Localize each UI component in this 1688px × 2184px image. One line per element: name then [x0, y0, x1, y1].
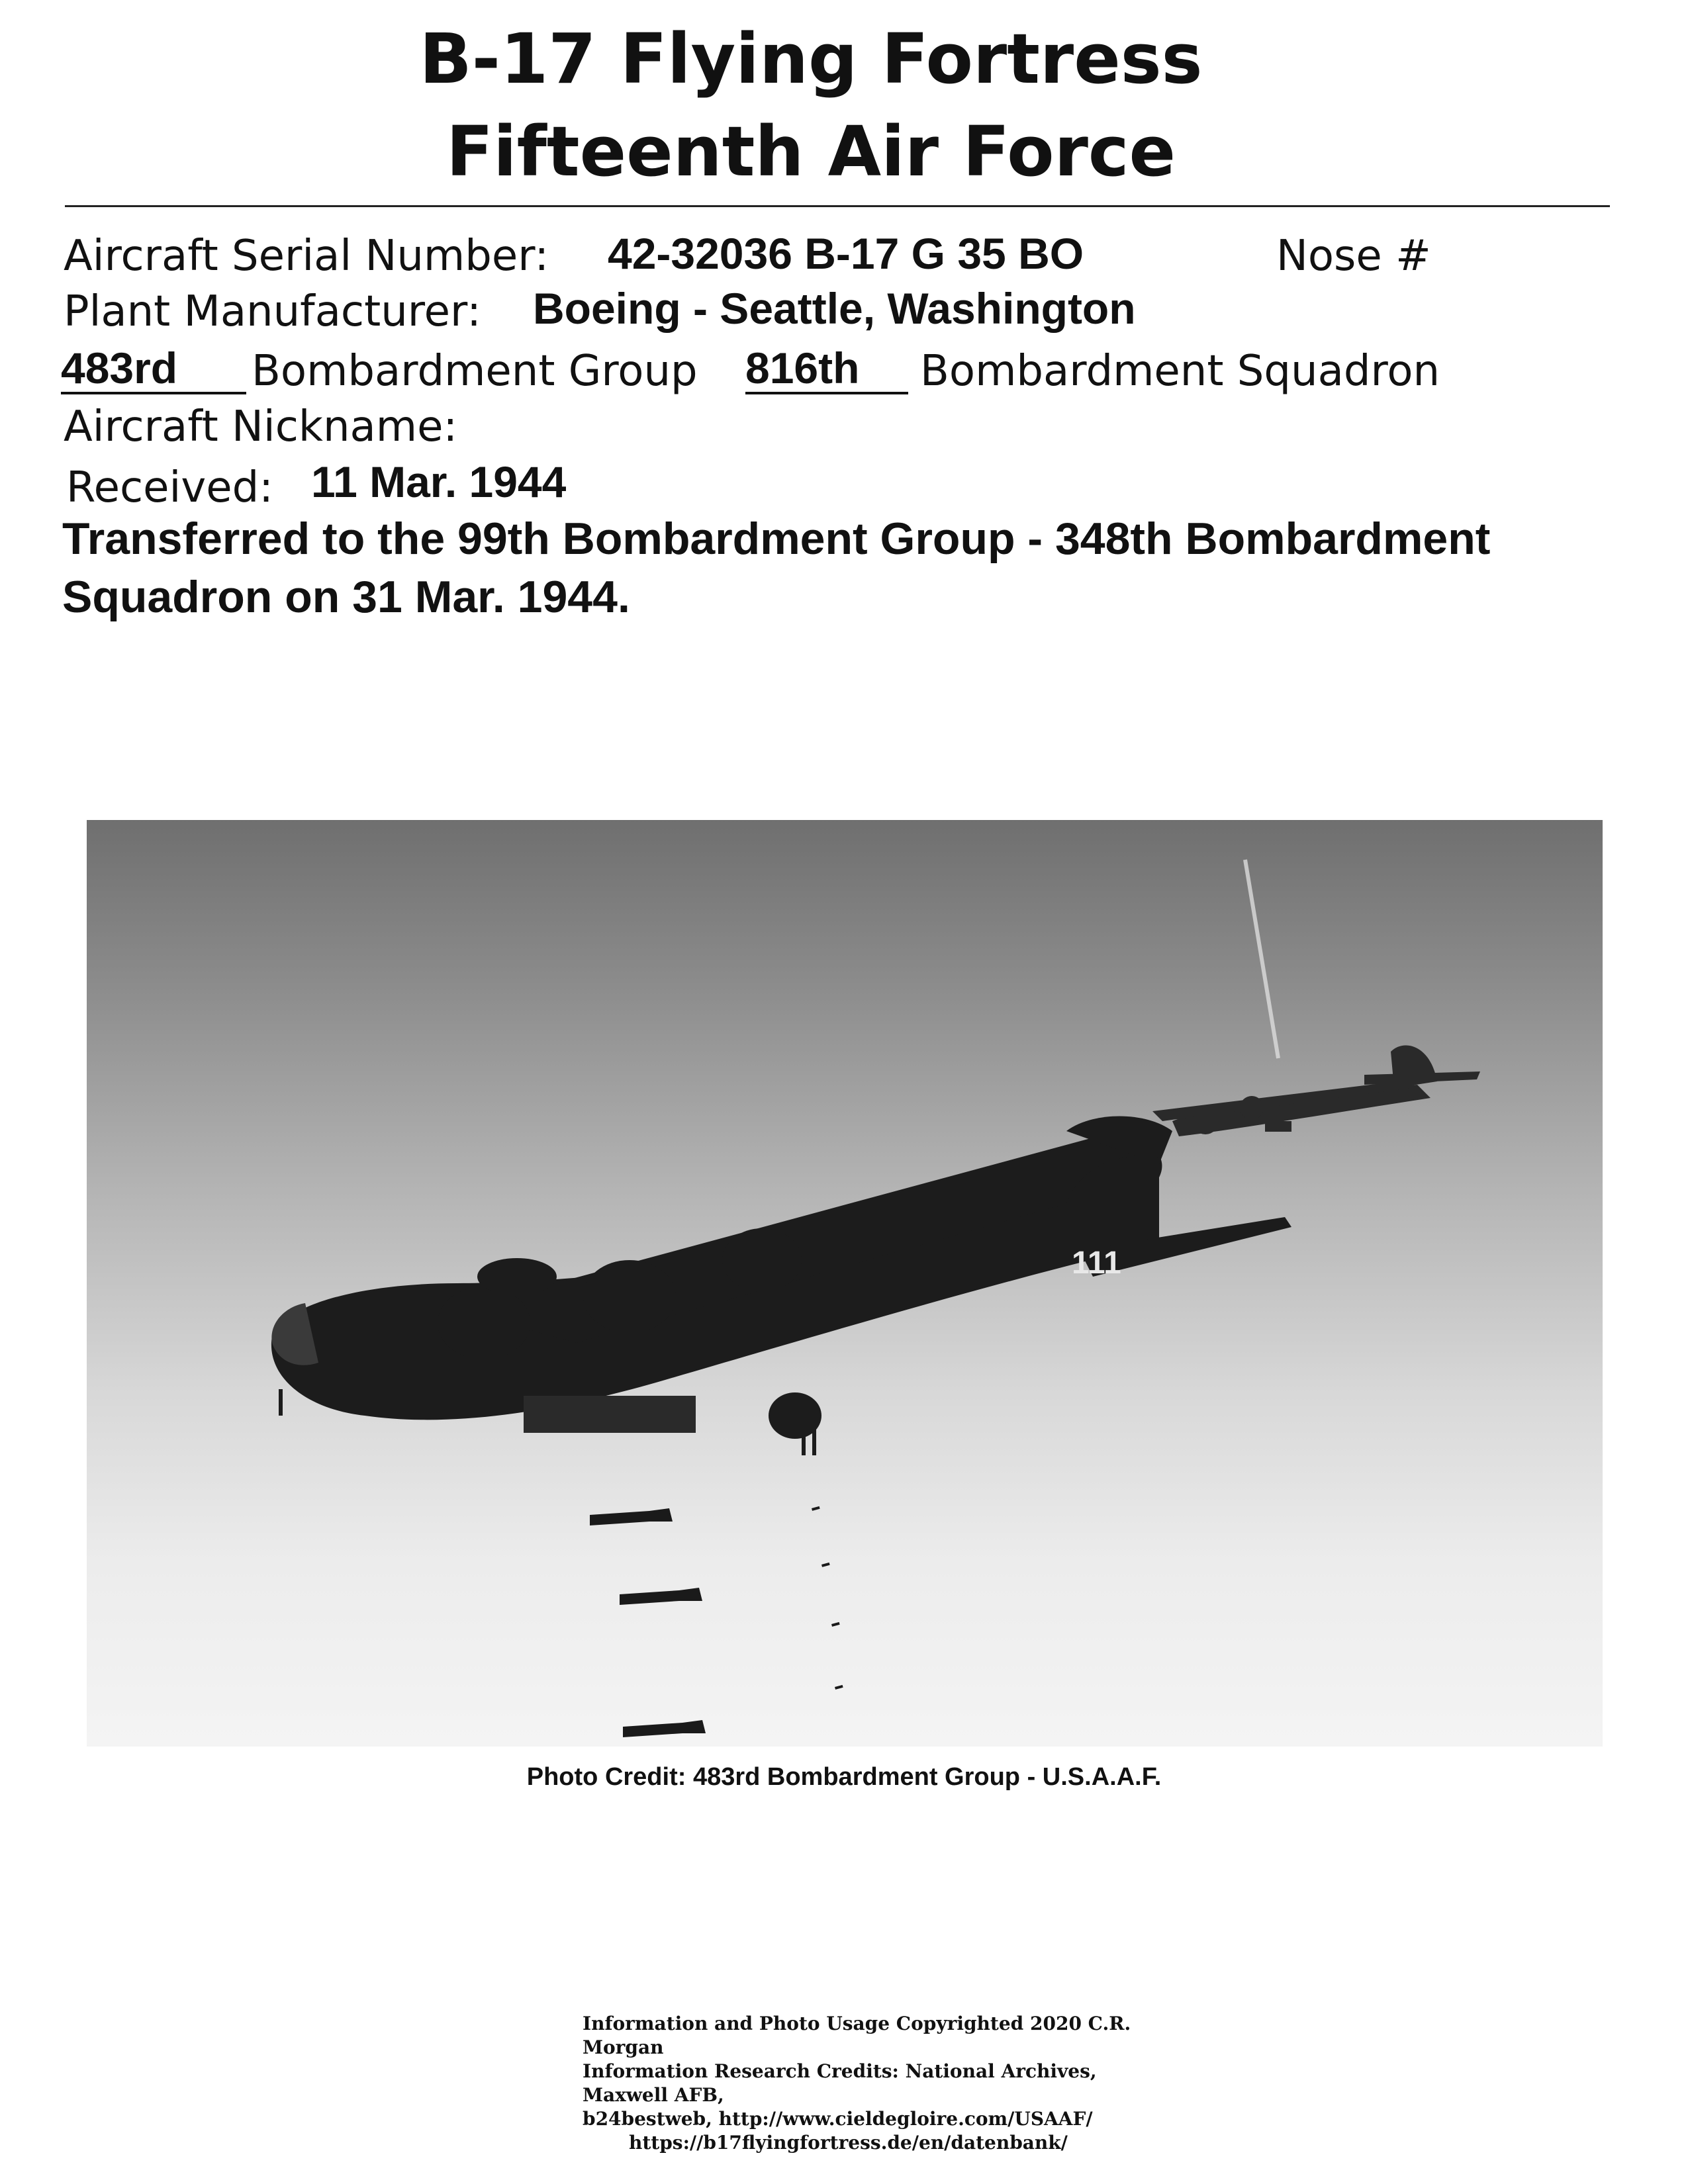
copyright-footer	[583, 2012, 1178, 2155]
plant-manufacturer-label: Plant Manufacturer:	[64, 287, 481, 336]
photo-credit: Photo Credit: 483rd Bombardment Group - U.S.A.A.F.	[526, 1763, 1162, 1791]
squadron-label: Bombardment Squadron	[920, 347, 1440, 396]
received-label: Received:	[66, 463, 273, 512]
footer-credits-line: Information Research Credits: National Archives, Maxwell AFB,	[583, 2060, 1097, 2106]
falling-bombs	[590, 1506, 843, 1737]
footer-sources-line: b24bestweb, http://www.cieldegloire.com/USAAF/	[583, 2108, 1093, 2130]
serial-number-value: 42-32036 B-17 G 35 BO	[608, 229, 1084, 278]
page-subtitle: Fifteenth Air Force	[445, 111, 1176, 192]
main-bomber	[271, 1116, 1291, 1456]
footer-url-line: https://b17flyingfortress.de/en/datenbank/	[629, 2132, 1068, 2154]
aircraft-photo	[87, 820, 1603, 1747]
nose-number-label: Nose #	[1276, 232, 1431, 281]
group-label: Bombardment Group	[252, 347, 698, 396]
group-value	[61, 343, 246, 394]
page-title: B-17 Flying Fortress	[419, 19, 1203, 99]
header-divider	[65, 205, 1610, 207]
tail-marking: 111	[1072, 1246, 1121, 1281]
transfer-note: Transferred to the 99th Bombardment Group - 348th Bombardment Squadron on 31 Mar. 1944.	[62, 514, 1491, 622]
squadron-value	[745, 343, 908, 394]
plant-manufacturer-value: Boeing - Seattle, Washington	[533, 284, 1136, 333]
squadron-number: 816th	[745, 343, 860, 392]
received-date: 11 Mar. 1944	[311, 457, 567, 506]
bombers-illustration	[87, 820, 1603, 1747]
nickname-label: Aircraft Nickname:	[64, 402, 457, 451]
group-number: 483rd	[61, 343, 178, 392]
distant-bomber	[1152, 1045, 1480, 1136]
footer-copyright-line: Information and Photo Usage Copyrighted 2020 C.R. Morgan	[583, 2013, 1131, 2058]
serial-number-label: Aircraft Serial Number:	[64, 232, 549, 281]
